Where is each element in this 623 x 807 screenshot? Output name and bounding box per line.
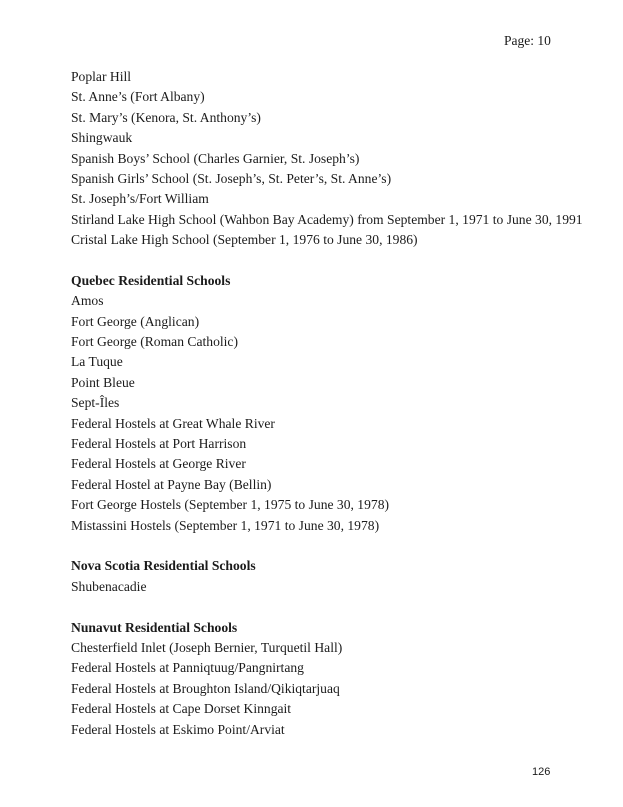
- heading: Quebec Residential Schools: [71, 272, 231, 288]
- school-line: La Tuque: [71, 354, 123, 370]
- school-line: Fort George (Roman Catholic): [71, 334, 238, 350]
- document-content: [71, 67, 603, 740]
- school-line: Mistassini Hostels (September 1, 1971 to June 30, 1978): [71, 517, 380, 533]
- school-line: Federal Hostels at Eskimo Point/Arviat: [71, 721, 285, 737]
- school-line: Fort George (Anglican): [71, 313, 200, 329]
- school-line: Spanish Girls’ School (St. Joseph’s, St. Peter’s, St. Anne’s): [71, 170, 392, 186]
- school-line: Stirland Lake High School (Wahbon Bay Academy) from September 1, 1971 to June 30, 1991: [71, 211, 583, 227]
- school-line: Federal Hostels at George River: [71, 456, 246, 472]
- blank-line: [71, 597, 603, 617]
- school-line: Federal Hostels at Cape Dorset Kinngait: [71, 701, 292, 717]
- school-line: Cristal Lake High School (September 1, 1976 to June 30, 1986): [71, 232, 418, 248]
- school-line: Amos: [71, 293, 104, 309]
- school-line: Federal Hostels at Port Harrison: [71, 436, 247, 452]
- school-line: Sept-Îles: [71, 395, 120, 411]
- school-line: Federal Hostels at Broughton Island/Qikiqtarjuaq: [71, 680, 340, 696]
- heading: Nova Scotia Residential Schools: [71, 558, 256, 574]
- page-header-label: Page: 10: [504, 33, 551, 48]
- school-line: St. Anne’s (Fort Albany): [71, 89, 205, 105]
- school-line: Chesterfield Inlet (Joseph Bernier, Turquetil Hall): [71, 639, 343, 655]
- school-line: Shubenacadie: [71, 578, 147, 594]
- school-line: Fort George Hostels (September 1, 1975 to June 30, 1978): [71, 497, 390, 513]
- heading: Nunavut Residential Schools: [71, 619, 238, 635]
- school-line: Federal Hostel at Payne Bay (Bellin): [71, 476, 272, 492]
- school-line: Federal Hostels at Great Whale River: [71, 415, 275, 431]
- blank-line: [71, 251, 603, 271]
- school-line: Point Bleue: [71, 374, 135, 390]
- school-line: Shingwauk: [71, 130, 133, 146]
- page-number: 126: [532, 766, 551, 778]
- school-line: St. Mary’s (Kenora, St. Anthony’s): [71, 109, 261, 125]
- school-line: Spanish Boys’ School (Charles Garnier, St. Joseph’s): [71, 150, 360, 166]
- school-line: Federal Hostels at Panniqtuug/Pangnirtang: [71, 660, 304, 676]
- school-line: Poplar Hill: [71, 69, 132, 84]
- school-line: St. Joseph’s/Fort William: [71, 191, 209, 207]
- blank-line: [71, 536, 603, 556]
